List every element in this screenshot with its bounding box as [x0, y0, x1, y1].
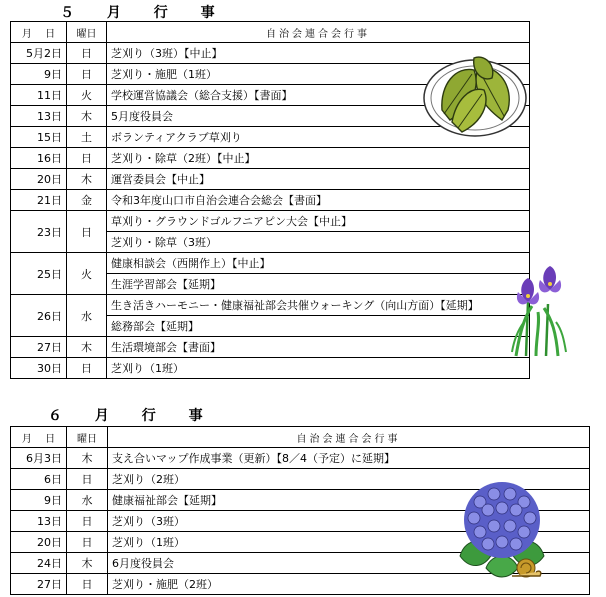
date-cell: 6日	[11, 469, 67, 490]
event-cell: 総務部会【延期】	[107, 316, 530, 337]
event-cell: 芝刈り・除草（2班）【中止】	[107, 148, 530, 169]
event-cell: 生活環境部会【書面】	[107, 337, 530, 358]
date-cell: 20日	[11, 532, 67, 553]
table-row	[11, 148, 530, 169]
weekday-cell: 日	[67, 64, 107, 85]
event-cell: 芝刈り（3班）【中止】	[107, 43, 530, 64]
weekday-cell: 日	[67, 511, 108, 532]
event-cell: 支え合いマップ作成事業（更新）【8／4（予定）に延期】	[108, 448, 590, 469]
weekday-cell: 金	[67, 190, 107, 211]
event-cell: 生き活きハーモニー・健康福祉部会共催ウォーキング（向山方面）【延期】	[107, 295, 530, 316]
weekday-cell: 木	[67, 448, 108, 469]
event-cell: 芝刈り・施肥（1班）	[107, 64, 530, 85]
weekday-cell: 日	[67, 574, 108, 595]
table-row	[11, 295, 530, 316]
date-cell: 15日	[11, 127, 67, 148]
event-cell: 生涯学習部会【延期】	[107, 274, 530, 295]
date-cell: 9日	[11, 490, 67, 511]
date-cell: 21日	[11, 190, 67, 211]
table-row	[11, 211, 530, 232]
event-cell: 芝刈り・除草（3班）	[107, 232, 530, 253]
weekday-cell: 日	[67, 532, 108, 553]
event-cell: 芝刈り（3班）	[108, 511, 590, 532]
weekday-cell: 木	[67, 337, 107, 358]
date-cell: 13日	[11, 106, 67, 127]
weekday-cell: 火	[67, 85, 107, 106]
weekday-header: 曜日	[67, 22, 107, 43]
june-section-title: ６ 月 行 事	[48, 408, 217, 424]
event-cell: 芝刈り（2班）	[108, 469, 590, 490]
table-row	[11, 190, 530, 211]
weekday-cell: 木	[67, 553, 108, 574]
weekday-cell: 日	[67, 469, 108, 490]
event-header: 自治会連合会行事	[108, 427, 590, 448]
date-cell: 24日	[11, 553, 67, 574]
event-cell: 草刈り・グラウンドゴルフニアピン大会【中止】	[107, 211, 530, 232]
table-row	[11, 358, 530, 379]
date-cell: 26日	[11, 295, 67, 337]
date-cell: 23日	[11, 211, 67, 253]
weekday-header: 曜日	[67, 427, 108, 448]
date-cell: 27日	[11, 337, 67, 358]
date-cell: 16日	[11, 148, 67, 169]
table-row	[11, 448, 590, 469]
weekday-cell: 土	[67, 127, 107, 148]
date-cell: 25日	[11, 253, 67, 295]
weekday-cell: 日	[67, 358, 107, 379]
date-cell: 20日	[11, 169, 67, 190]
event-cell: 芝刈り・施肥（2班）	[108, 574, 590, 595]
weekday-cell: 火	[67, 253, 107, 295]
may-section-title: ５ 月 行 事	[60, 5, 229, 21]
weekday-cell: 日	[67, 148, 107, 169]
event-cell: 健康相談会（西開作上）【中止】	[107, 253, 530, 274]
date-header: 月 日	[11, 427, 67, 448]
date-cell: 6月3日	[11, 448, 67, 469]
event-cell: 令和3年度山口市自治会連合会総会【書面】	[107, 190, 530, 211]
date-cell: 30日	[11, 358, 67, 379]
date-cell: 27日	[11, 574, 67, 595]
iris-flower-icon	[506, 262, 572, 358]
event-cell: 学校運営協議会（総合支援）【書面】	[107, 85, 530, 106]
table-header-row	[11, 22, 530, 43]
event-cell: 運営委員会【中止】	[107, 169, 530, 190]
date-cell: 11日	[11, 85, 67, 106]
table-row	[11, 169, 530, 190]
weekday-cell: 水	[67, 490, 108, 511]
event-cell: 芝刈り（1班）	[108, 532, 590, 553]
weekday-cell: 水	[67, 295, 107, 337]
weekday-cell: 木	[67, 169, 107, 190]
event-cell: 5月度役員会	[107, 106, 530, 127]
event-cell: 芝刈り（1班）	[107, 358, 530, 379]
table-row	[11, 337, 530, 358]
weekday-cell: 木	[67, 106, 107, 127]
table-row	[11, 253, 530, 274]
weekday-cell: 日	[67, 211, 107, 253]
date-header: 月 日	[11, 22, 67, 43]
date-cell: 5月2日	[11, 43, 67, 64]
event-cell: ボランティアクラブ草刈り	[107, 127, 530, 148]
table-header-row	[11, 427, 590, 448]
hydrangea-snail-icon	[456, 476, 548, 586]
leaf-plate-icon	[422, 48, 528, 140]
date-cell: 13日	[11, 511, 67, 532]
event-header: 自治会連合会行事	[107, 22, 530, 43]
event-cell: 健康福祉部会【延期】	[108, 490, 590, 511]
weekday-cell: 日	[67, 43, 107, 64]
event-cell: 6月度役員会	[108, 553, 590, 574]
date-cell: 9日	[11, 64, 67, 85]
